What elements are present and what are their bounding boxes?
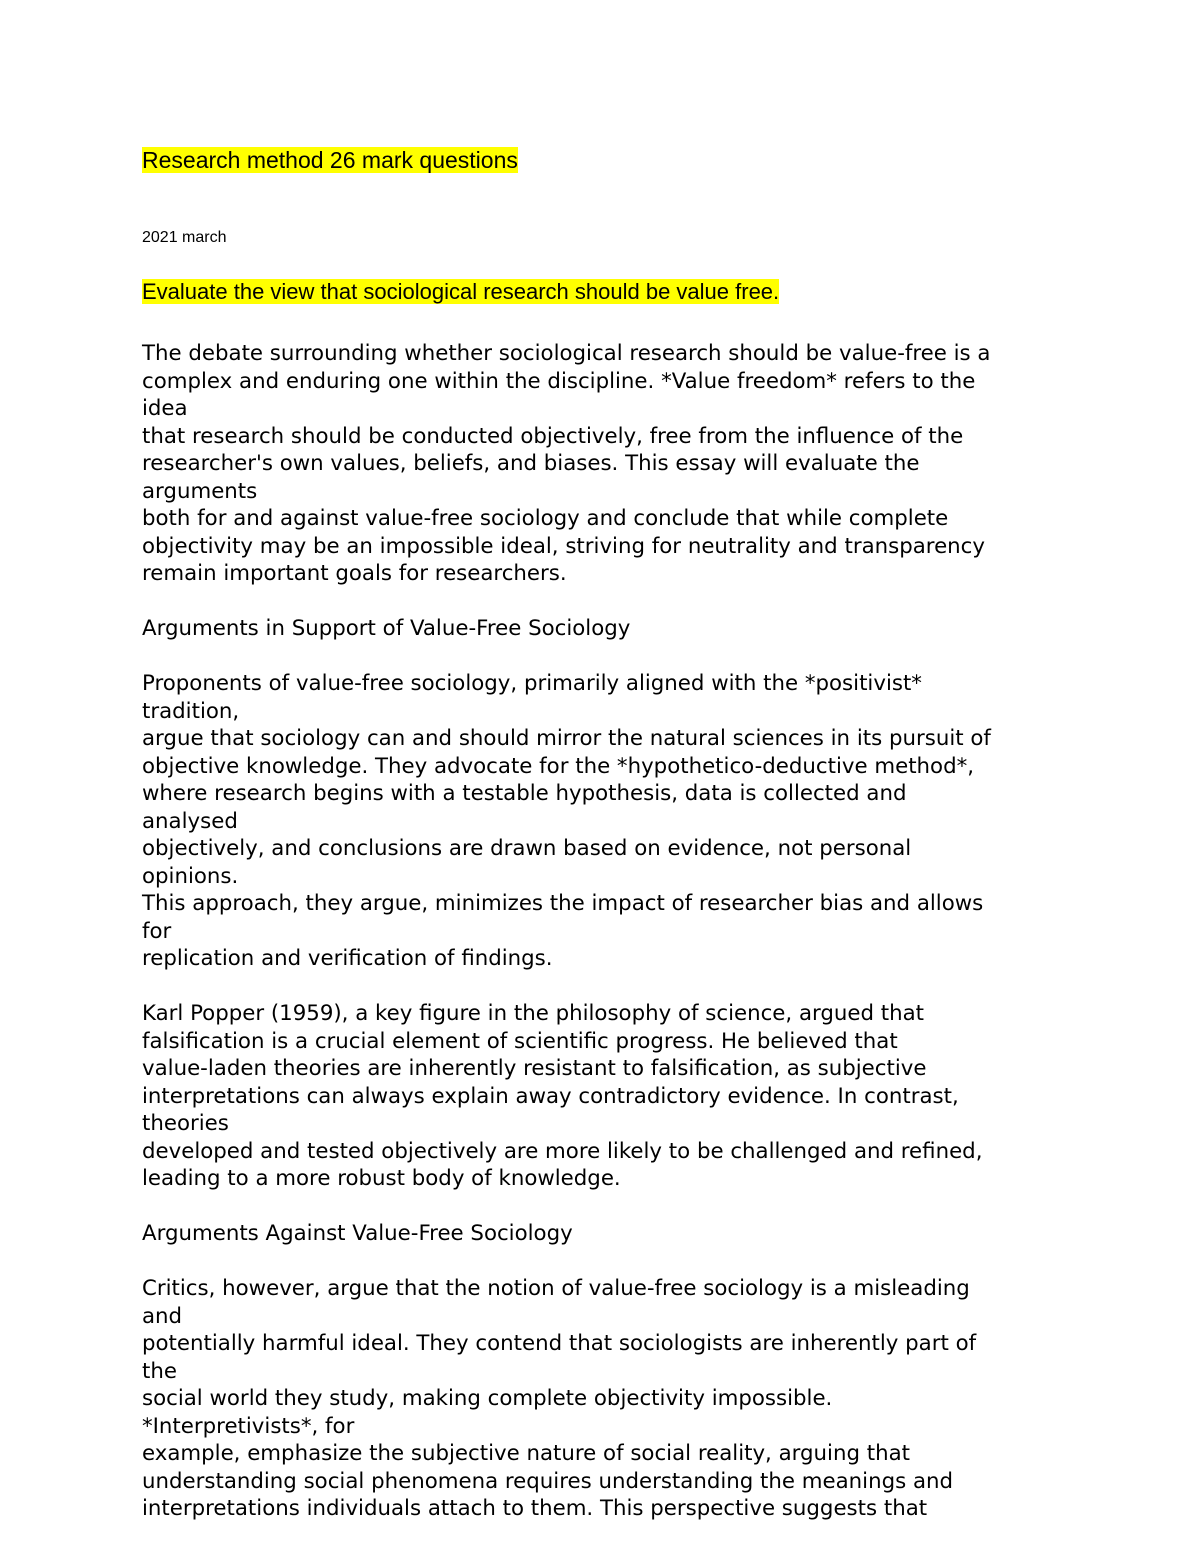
essay-line: argue that sociology can and should mirror the natural sciences in its pursuit of bbox=[142, 726, 991, 751]
document-title bbox=[142, 145, 518, 175]
essay-line: Critics, however, argue that the notion of value-free sociology is a misleading bbox=[142, 1276, 970, 1301]
essay-line: where research begins with a testable hypothesis, data is collected and bbox=[142, 781, 907, 806]
essay-line: objectively, and conclusions are drawn based on evidence, not personal bbox=[142, 836, 912, 861]
essay-line: *Interpretivists*, for bbox=[142, 1413, 355, 1439]
essay-question-text: Evaluate the view that sociological research should be value free. bbox=[142, 279, 780, 304]
essay-line: that research should be conducted objectively, free from the influence of the bbox=[142, 423, 964, 449]
essay-line: remain important goals for researchers. bbox=[142, 561, 567, 586]
document-date: 2021 march bbox=[142, 229, 227, 246]
essay-line: Arguments in Support of Value-Free Sociology bbox=[142, 616, 631, 641]
paragraph-gap bbox=[142, 973, 1142, 1001]
essay-line: objectivity may be an impossible ideal, striving for neutrality and transparency bbox=[142, 533, 985, 559]
paragraph-gap bbox=[142, 588, 1142, 616]
essay-line: opinions. bbox=[142, 863, 239, 889]
paragraph-gap bbox=[142, 643, 1142, 671]
essay-line: This approach, they argue, minimizes the impact of researcher bias and allows bbox=[142, 891, 984, 916]
essay-line: idea bbox=[142, 396, 188, 421]
essay-line: developed and tested objectively are more likely to be challenged and refined, bbox=[142, 1138, 983, 1164]
essay-line: example, emphasize the subjective nature of social reality, arguing that bbox=[142, 1441, 910, 1466]
paragraph-gap bbox=[142, 1193, 1142, 1221]
essay-line: analysed bbox=[142, 808, 238, 834]
essay-line: researcher's own values, beliefs, and biases. This essay will evaluate the bbox=[142, 451, 920, 476]
essay-line: value-laden theories are inherently resistant to falsification, as subjective bbox=[142, 1056, 927, 1081]
essay-line: interpretations can always explain away contradictory evidence. In contrast, bbox=[142, 1083, 959, 1109]
document-title-text: Research method 26 mark questions bbox=[142, 147, 518, 173]
essay-line: leading to a more robust body of knowledge. bbox=[142, 1166, 621, 1191]
essay-line: theories bbox=[142, 1111, 229, 1136]
essay-line: for bbox=[142, 918, 172, 944]
essay-line: objective knowledge. They advocate for the *hypothetico-deductive method*, bbox=[142, 753, 975, 779]
essay-line: social world they study, making complete objectivity impossible. bbox=[142, 1386, 833, 1411]
essay-body bbox=[142, 340, 1142, 1523]
essay-line: Arguments Against Value-Free Sociology bbox=[142, 1221, 573, 1246]
essay-line: understanding social phenomena requires understanding the meanings and bbox=[142, 1468, 954, 1494]
paragraph-gap bbox=[142, 1248, 1142, 1276]
essay-line: and bbox=[142, 1303, 183, 1329]
essay-line: arguments bbox=[142, 478, 258, 504]
essay-line: Proponents of value-free sociology, primarily aligned with the *positivist* bbox=[142, 671, 922, 696]
essay-line: complex and enduring one within the discipline. *Value freedom* refers to the bbox=[142, 368, 976, 394]
essay-line: interpretations individuals attach to them. This perspective suggests that bbox=[142, 1496, 928, 1521]
essay-line: falsification is a crucial element of scientific progress. He believed that bbox=[142, 1028, 898, 1054]
essay-line: replication and verification of findings. bbox=[142, 946, 553, 971]
essay-line: potentially harmful ideal. They contend that sociologists are inherently part of bbox=[142, 1331, 977, 1356]
essay-question bbox=[142, 277, 779, 307]
essay-line: the bbox=[142, 1358, 177, 1384]
essay-line: The debate surrounding whether sociological research should be value-free is a bbox=[142, 341, 991, 366]
essay-line: both for and against value-free sociology and conclude that while complete bbox=[142, 506, 949, 531]
essay-line: Karl Popper (1959), a key figure in the philosophy of science, argued that bbox=[142, 1001, 925, 1026]
essay-line: tradition, bbox=[142, 698, 240, 724]
